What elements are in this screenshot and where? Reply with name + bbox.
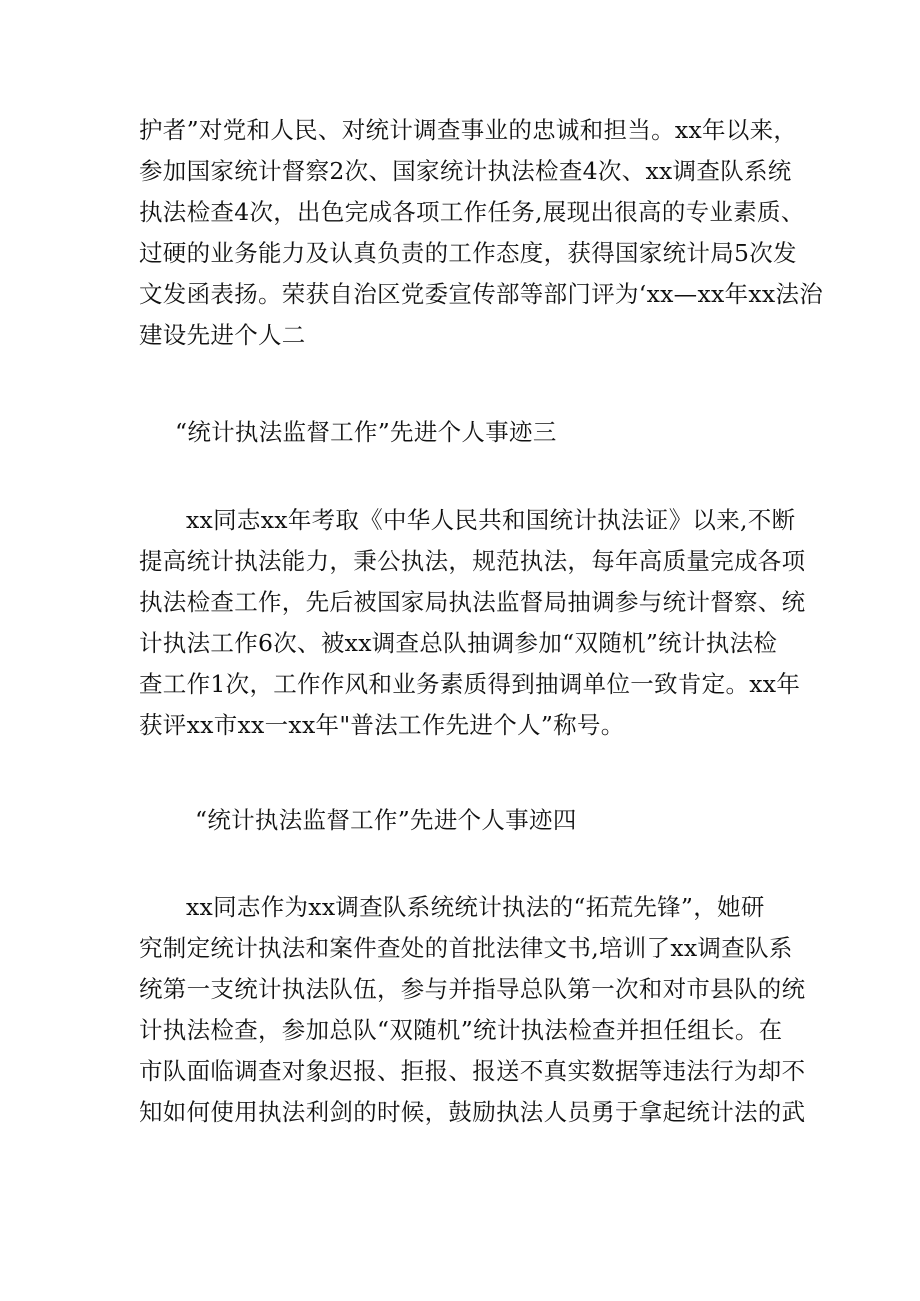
paragraph-line: 文发函表扬。荣获自治区党委宣传部等部门评为‘xx—xx年xx法治 [139, 280, 824, 308]
paragraph-line: 执法检查工作，先后被国家局执法监督局抽调参与统计督察、统 [139, 588, 806, 616]
paragraph-line: 建设先进个人二 [139, 321, 306, 349]
paragraph-line: 计执法检查，参加总队“双随机”统计执法检查并担任组长。在 [139, 1016, 783, 1044]
paragraph-line: xx同志作为xx调查队系统统计执法的“拓荒先锋”，她研 [186, 893, 765, 921]
paragraph-3 [139, 887, 806, 1133]
paragraph-line: 获评xx市xx一xx年"普法工作先进个人”称号。 [139, 711, 625, 739]
paragraph-line: 参加国家统计督察2次、国家统计执法检查4次、xx调查队系统 [139, 157, 792, 185]
section-heading-4: “统计执法监督工作”先进个人事迹四 [195, 806, 577, 834]
section-heading-3: “统计执法监督工作”先进个人事迹三 [175, 418, 557, 446]
paragraph-line: xx同志xx年考取《中华人民共和国统计执法证》以来,不断 [186, 506, 796, 534]
paragraph-2 [139, 500, 806, 746]
paragraph-line: 护者”对党和人民、对统计调查事业的忠诚和担当。xx年以来， [139, 116, 798, 144]
paragraph-line: 提高统计执法能力，秉公执法，规范执法，每年高质量完成各项 [139, 547, 806, 575]
paragraph-1 [139, 110, 824, 356]
paragraph-line: 过硬的业务能力及认真负责的工作态度，获得国家统计局5次发 [139, 239, 797, 267]
paragraph-line: 知如何使用执法利剑的时候，鼓励执法人员勇于拿起统计法的武 [139, 1098, 806, 1126]
paragraph-line: 执法检查4次，出色完成各项工作任务,展现出很高的专业素质、 [139, 198, 805, 226]
paragraph-line: 计执法工作6次、被xx调查总队抽调参加“双随机”统计执法检 [139, 629, 778, 657]
paragraph-line: 查工作1次，工作作风和业务素质得到抽调单位一致肯定。xx年 [139, 670, 801, 698]
paragraph-line: 市队面临调查对象迟报、拒报、报送不真实数据等违法行为却不 [139, 1057, 806, 1085]
paragraph-line: 究制定统计执法和案件查处的首批法律文书,培训了xx调查队系 [139, 934, 793, 962]
paragraph-line: 统第一支统计执法队伍，参与并指导总队第一次和对市县队的统 [139, 975, 806, 1003]
